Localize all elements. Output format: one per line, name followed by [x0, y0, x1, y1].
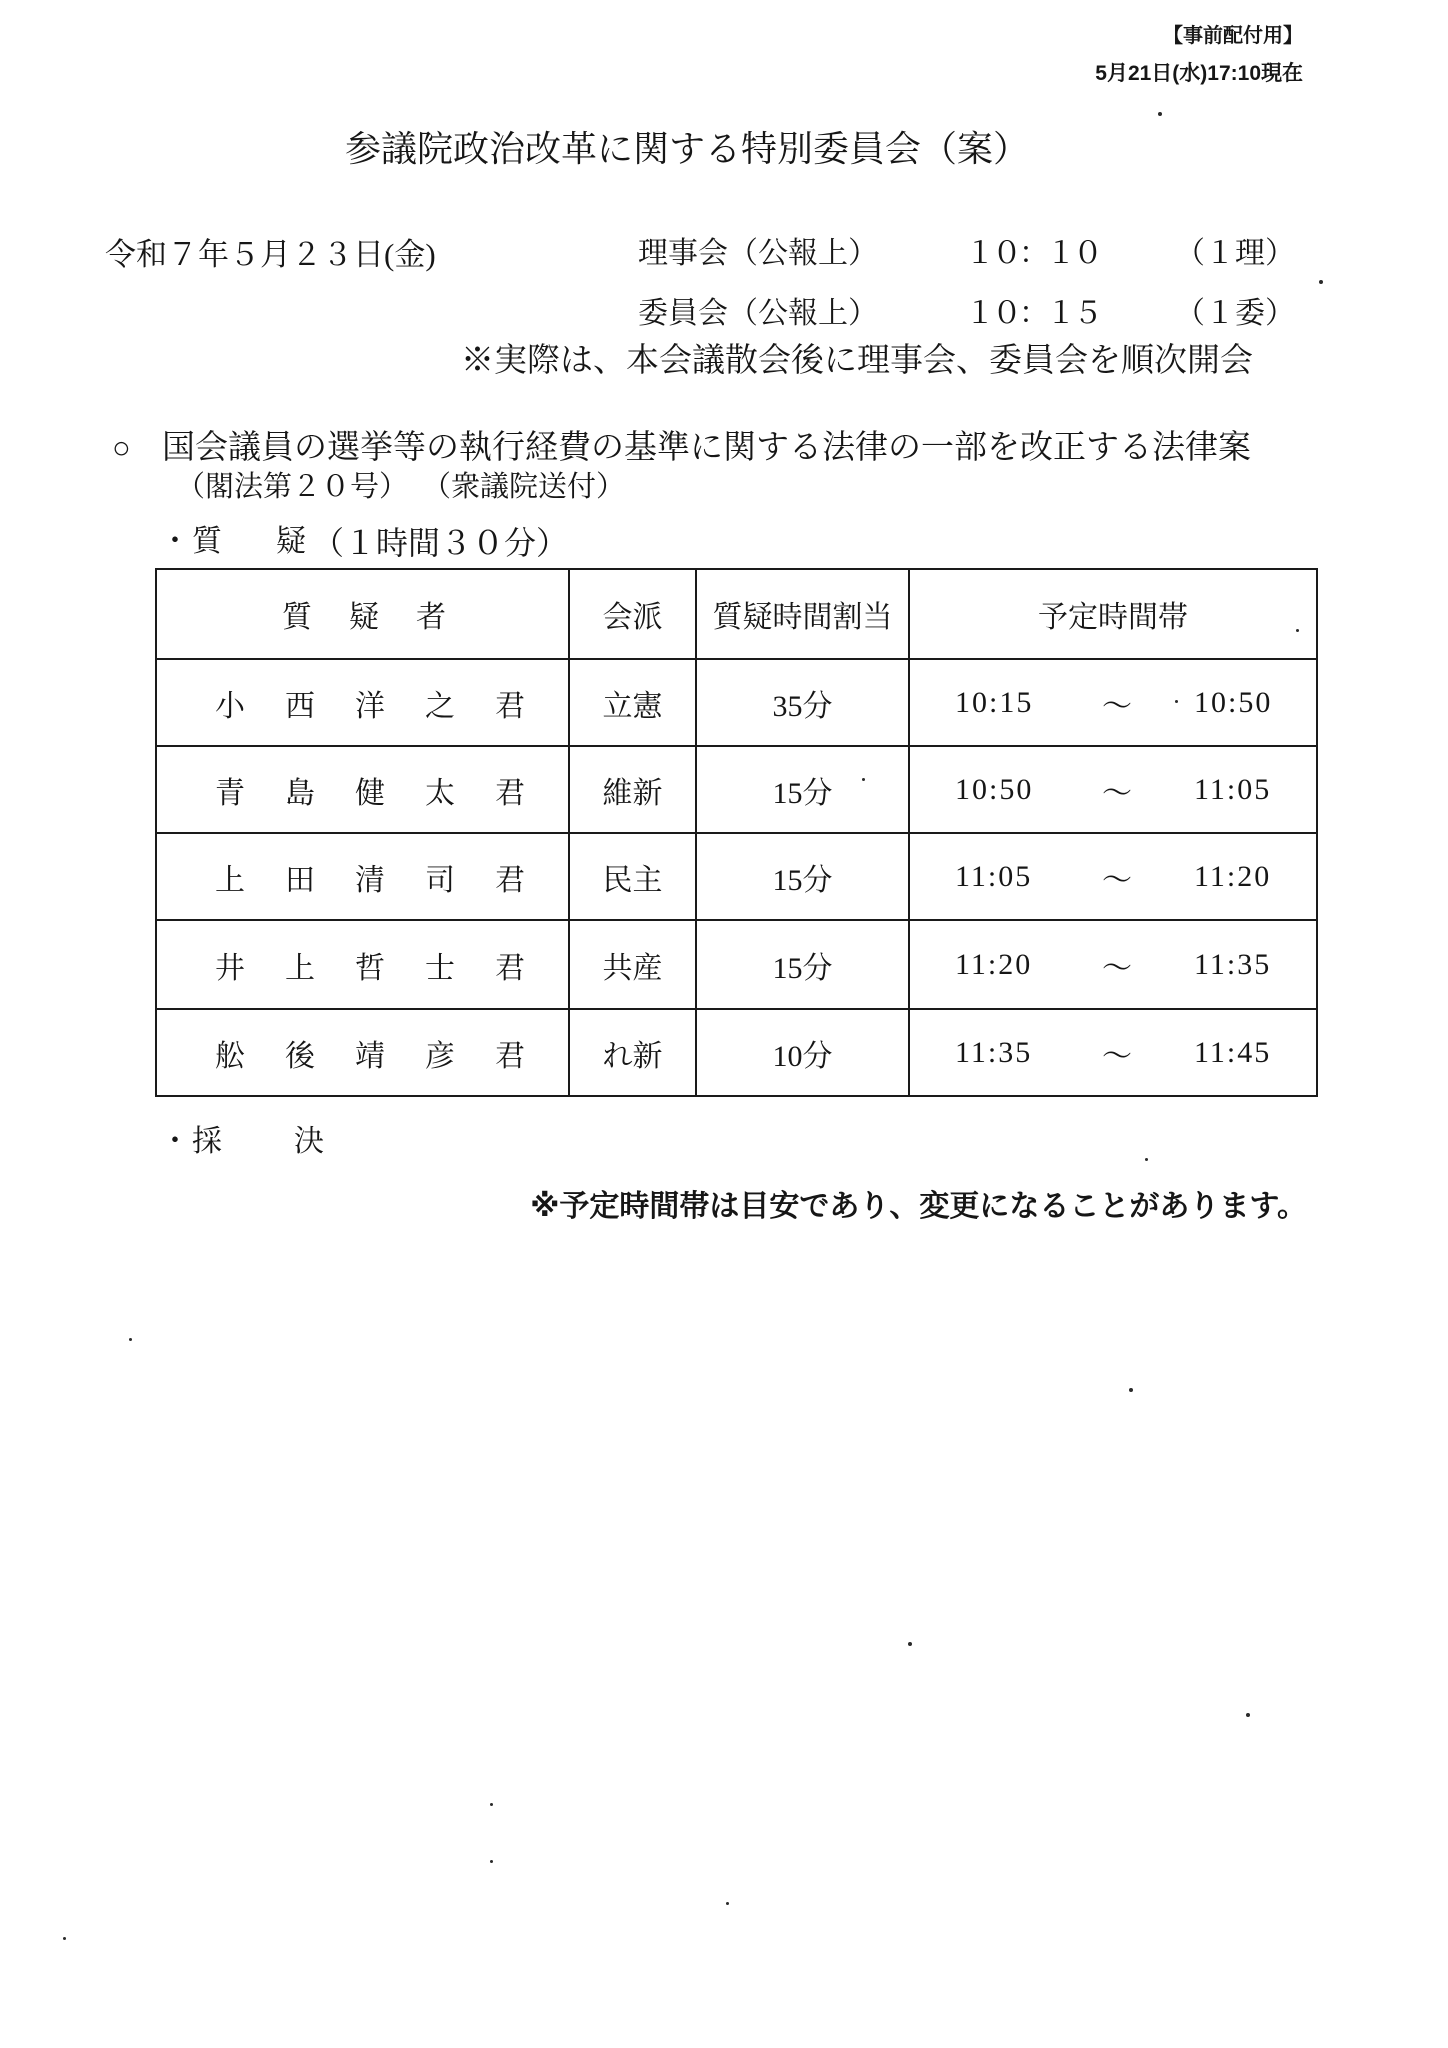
party: 立憲: [569, 659, 696, 746]
bill-cabinet-number: （閣法第２０号）: [176, 471, 409, 503]
end-time: 11:20: [1194, 859, 1272, 893]
scan-speck: [1175, 700, 1178, 703]
meeting-name-committee: 委員会（公報上）: [638, 297, 878, 330]
scan-speck: [1296, 629, 1299, 632]
header-party: 会派: [569, 569, 696, 659]
start-time: 11:20: [955, 947, 1033, 981]
bill-transmission-note: （衆議院送付）: [422, 471, 626, 503]
table-row: [156, 920, 1317, 1009]
scan-speck: [490, 1803, 493, 1806]
questioning-schedule-table: [155, 568, 1318, 1097]
distribution-note: 【事前配付用】: [1163, 25, 1303, 47]
member-name: 舩後靖彦君: [156, 1009, 569, 1096]
time-allocation: 15分: [696, 746, 909, 833]
questioning-bullet: ・: [160, 525, 190, 558]
time-allocation: 15分: [696, 833, 909, 920]
vote-label: 採 決: [192, 1125, 345, 1158]
header-allocation: 質疑時間割当: [696, 569, 909, 659]
time-separator: ～: [1102, 1039, 1132, 1073]
time-slot-footnote: ※予定時間帯は目安であり、変更になることがあります。: [530, 1190, 1307, 1223]
time-separator: ～: [1102, 776, 1132, 810]
table-header-row: [156, 569, 1317, 659]
start-time: 11:35: [955, 1035, 1033, 1069]
time-slot-cell: [909, 920, 1317, 1009]
member-name: 小西洋之君: [156, 659, 569, 746]
scan-speck: [862, 778, 865, 781]
time-slot-cell: [909, 1009, 1317, 1096]
end-time: 11:05: [1194, 772, 1272, 806]
party: れ新: [569, 1009, 696, 1096]
end-time: 10:50: [1194, 685, 1273, 719]
table-row: [156, 746, 1317, 833]
time-separator: ～: [1102, 863, 1132, 897]
scan-speck: [129, 1338, 132, 1341]
start-time: 11:05: [955, 859, 1033, 893]
document-title: 参議院政治改革に関する特別委員会（案）: [345, 129, 1030, 169]
time-allocation: 15分: [696, 920, 909, 1009]
scan-speck: [1129, 1388, 1133, 1392]
scan-speck: [1319, 280, 1323, 284]
questioning-label: 質 疑: [192, 525, 318, 558]
vote-bullet: ・: [160, 1125, 190, 1158]
member-name: 青島健太君: [156, 746, 569, 833]
start-time: 10:50: [955, 772, 1034, 806]
party: 共産: [569, 920, 696, 1009]
schedule-note: ※実際は、本会議散会後に理事会、委員会を順次開会: [461, 343, 1253, 379]
scan-speck: [1158, 112, 1162, 116]
scan-speck: [1246, 1713, 1250, 1717]
meeting-room-committee: （１委）: [1175, 297, 1295, 330]
end-time: 11:45: [1194, 1035, 1272, 1069]
questioning-duration: （１時間３０分）: [312, 525, 569, 561]
meeting-time-board: １０：１０: [965, 237, 1100, 270]
table-row: [156, 1009, 1317, 1096]
meeting-date: 令和７年５月２３日(金): [105, 237, 436, 272]
scan-speck: [63, 1937, 66, 1940]
time-separator: ～: [1102, 951, 1132, 985]
bill-title: 国会議員の選挙等の執行経費の基準に関する法律の一部を改正する法律案: [162, 430, 1251, 466]
member-name: 井上哲士君: [156, 920, 569, 1009]
header-member: 質疑者: [156, 569, 569, 659]
meeting-time-committee: １０：１５: [965, 297, 1100, 330]
start-time: 10:15: [955, 685, 1034, 719]
party: 維新: [569, 746, 696, 833]
scan-speck: [490, 1860, 493, 1863]
meeting-room-board: （１理）: [1175, 237, 1295, 270]
scan-speck: [1145, 1158, 1148, 1161]
time-slot-cell: [909, 833, 1317, 920]
scan-speck: [908, 1642, 912, 1646]
table-row: [156, 833, 1317, 920]
time-allocation: 35分: [696, 659, 909, 746]
as-of-timestamp: 5月21日(水)17:10現在: [1095, 62, 1303, 85]
time-allocation: 10分: [696, 1009, 909, 1096]
time-slot-cell: [909, 746, 1317, 833]
end-time: 11:35: [1194, 947, 1272, 981]
meeting-name-board: 理事会（公報上）: [638, 237, 878, 270]
party: 民主: [569, 833, 696, 920]
table-row: [156, 659, 1317, 746]
time-separator: ～: [1102, 689, 1132, 723]
scan-speck: [726, 1902, 729, 1905]
header-time-slot: 予定時間帯: [909, 569, 1317, 659]
member-name: 上田清司君: [156, 833, 569, 920]
circle-bullet-icon: ○: [112, 430, 131, 465]
time-slot-cell: [909, 659, 1317, 746]
